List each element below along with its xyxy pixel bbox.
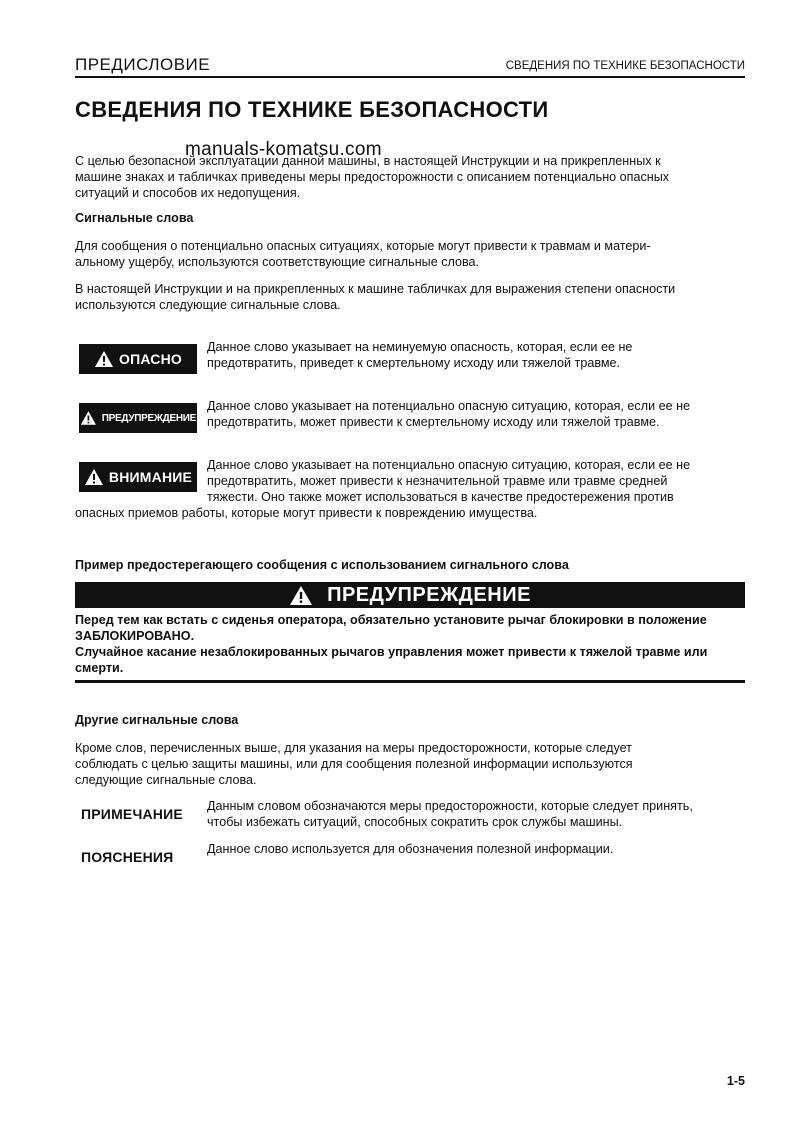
caution-description: тяжести. Оно также может использоваться в качестве предостережения против: [207, 490, 674, 504]
example-warning-text: Случайное касание незаблокированных рычагов управления может привести к тяжелой травме или: [75, 645, 708, 659]
intro-line: машине знаках и табличках приведены меры предосторожности с описанием потенциально опасных: [75, 170, 670, 184]
warning-triangle-icon: [84, 468, 104, 486]
other-words-text: Кроме слов, перечисленных выше, для указания на меры предосторожности, которые следует: [75, 741, 632, 755]
danger-label: ОПАСНО: [118, 351, 183, 367]
caution-description: Данное слово указывает на потенциально опасную ситуацию, которая, если ее не: [207, 458, 691, 472]
header-section: ПРЕДИСЛОВИЕ: [75, 55, 211, 74]
other-words-text: следующие сигнальные слова.: [75, 773, 257, 787]
warning-label: ПРЕДУПРЕЖДЕНИЕ: [101, 412, 196, 424]
remarks-label: ПОЯСНЕНИЯ: [81, 849, 174, 865]
danger-badge: [79, 344, 197, 374]
caution-badge: [79, 462, 197, 492]
signal-words-text: альному ущербу, используются соответствующие сигнальные слова.: [75, 255, 480, 269]
signal-words-text: Для сообщения о потенциально опасных ситуациях, которые могут привести к травмам и матери-: [75, 239, 651, 253]
danger-description: Данное слово указывает на неминуемую опасность, которая, если ее не: [207, 340, 633, 354]
other-words-text: соблюдать с целью защиты машины, или для сообщения полезной информации используются: [75, 757, 633, 771]
danger-description: предотвратить, приведет к смертельному исходу или тяжелой травме.: [207, 356, 621, 370]
caution-description: опасных приемов работы, которые могут привести к повреждению имущества.: [75, 506, 538, 520]
signal-words-text: В настоящей Инструкции и на прикрепленных к машине табличках для выражения степени опасности: [75, 282, 676, 296]
header-divider: [75, 76, 745, 78]
header-topic: СВЕДЕНИЯ ПО ТЕХНИКЕ БЕЗОПАСНОСТИ: [505, 60, 745, 72]
watermark: manuals-komatsu.com: [185, 139, 382, 160]
signal-words-heading: Сигнальные слова: [75, 211, 194, 225]
warning-triangle-icon: [80, 409, 97, 427]
example-heading: Пример предостерегающего сообщения с использованием сигнального слова: [75, 558, 569, 572]
warning-description: предотвратить, может привести к смертельному исходу или тяжелой травме.: [207, 415, 660, 429]
signal-words-text: используются следующие сигнальные слова.: [75, 298, 341, 312]
intro-line: ситуаций и способов их недопущения.: [75, 186, 301, 200]
caution-description: предотвратить, может привести к незначительной травме или травме средней: [207, 474, 668, 488]
example-warning-text: Перед тем как встать с сиденья оператора, обязательно установите рычаг блокировки в положение: [75, 613, 707, 627]
note-description: Данным словом обозначаются меры предосторожности, которые следует принять,: [207, 799, 693, 813]
example-warning-text: ЗАБЛОКИРОВАНО.: [75, 629, 195, 643]
page-title: СВЕДЕНИЯ ПО ТЕХНИКЕ БЕЗОПАСНОСТИ: [75, 97, 549, 122]
example-warning-text: смерти.: [75, 661, 124, 675]
example-warning-label: ПРЕДУПРЕЖДЕНИЕ: [327, 583, 531, 606]
warning-badge: [79, 403, 197, 433]
warning-triangle-icon: [94, 350, 114, 368]
caution-label: ВНИМАНИЕ: [108, 469, 193, 485]
intro-line: С целью безопасной эксплуатации данной машины, в настоящей Инструкции и на прикрепленных к: [75, 154, 661, 168]
page-number: 1-5: [726, 1074, 745, 1088]
warning-description: Данное слово указывает на потенциально опасную ситуацию, которая, если ее не: [207, 399, 691, 413]
note-description: чтобы избежать ситуаций, способных сократить срок службы машины.: [207, 815, 623, 829]
warning-triangle-icon: [289, 585, 313, 606]
remarks-description: Данное слово используется для обозначения полезной информации.: [207, 842, 614, 856]
other-words-heading: Другие сигнальные слова: [75, 713, 239, 727]
example-bottom-rule: [75, 680, 745, 683]
note-label: ПРИМЕЧАНИЕ: [81, 806, 183, 822]
example-warning-bar: [75, 582, 745, 608]
